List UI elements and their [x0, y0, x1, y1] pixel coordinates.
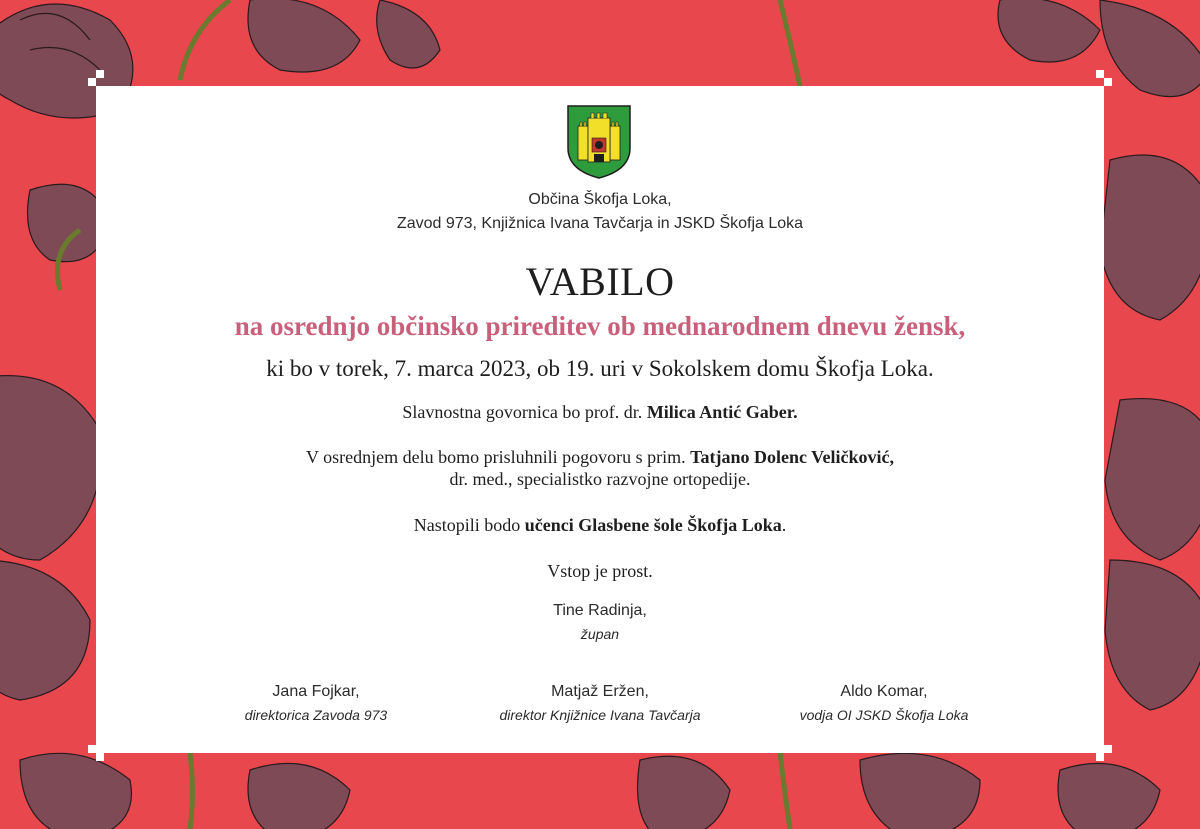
signature-left: [166, 683, 466, 723]
corner-pixel: [88, 745, 96, 753]
signatory-left-role: direktorica Zavoda 973: [244, 707, 388, 723]
mayor-name: Tine Radinja,: [553, 602, 647, 619]
talk-paragraph: [96, 446, 1104, 490]
corner-pixel: [96, 70, 104, 78]
corner-pixel: [1104, 745, 1112, 753]
entry-note: Vstop je prost.: [547, 561, 653, 581]
signatory-right-name: Aldo Komar,: [840, 683, 928, 700]
signature-mayor: [450, 602, 750, 642]
signature-center: [450, 683, 750, 723]
talk-guest-title: dr. med., specialistko razvojne ortopedije.: [449, 469, 751, 489]
mayor-role: župan: [580, 626, 620, 642]
signatory-left-name: Jana Fojkar,: [272, 683, 360, 700]
corner-pixel: [1096, 753, 1104, 761]
signatory-right-role: vodja OI JSKD Škofja Loka: [799, 707, 969, 723]
corner-pixel: [1096, 70, 1104, 78]
corner-pixel: [1104, 78, 1112, 86]
speaker-line: [96, 401, 1104, 423]
coat-of-arms-icon: [566, 104, 632, 180]
corner-pixel: [96, 753, 104, 761]
corner-pixel: [88, 78, 96, 86]
event-datetime-location: ki bo v torek, 7. marca 2023, ob 19. uri v Sokolskem domu Škofja Loka.: [266, 356, 934, 381]
invitation-subtitle: na osrednjo občinsko prireditev ob mednarodnem dnevu žensk,: [234, 311, 966, 341]
signatory-center-name: Matjaž Eržen,: [551, 683, 649, 700]
performers-line: [96, 514, 1104, 536]
talk-prefix: V osrednjem delu bomo prisluhnili pogovoru s prim.: [305, 447, 691, 467]
organizer-line-1: Občina Škofja Loka,: [528, 191, 672, 208]
performers-name: učenci Glasbene šole Škofja Loka: [524, 515, 782, 535]
talk-guest-name: Tatjano Dolenc Veličković,: [690, 447, 894, 467]
invitation-card: [96, 86, 1104, 753]
performers-prefix: Nastopili bodo: [413, 515, 525, 535]
performers-suffix: .: [781, 515, 787, 535]
speaker-name: Milica Antić Gaber.: [646, 402, 798, 422]
organizer-line-2: Zavod 973, Knjižnica Ivana Tavčarja in JSKD Škofja Loka: [396, 215, 804, 232]
signatory-center-role: direktor Knjižnice Ivana Tavčarja: [499, 707, 701, 723]
signature-right: [734, 683, 1034, 723]
speaker-prefix: Slavnostna govornica bo prof. dr.: [402, 402, 647, 422]
invitation-title: VABILO: [525, 259, 675, 304]
